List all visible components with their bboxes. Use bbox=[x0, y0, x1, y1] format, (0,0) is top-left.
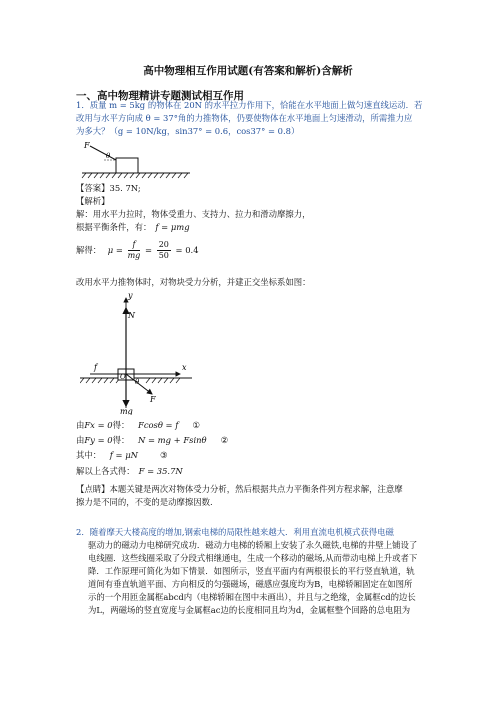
q1-eq-2: 由Fy = 0得： N = mg + Fsinθ ② bbox=[76, 435, 229, 445]
q1-line-3: 为多大？（g = 10N/kg，sin37° = 0.6，cos37° = 0.8） bbox=[76, 126, 300, 136]
q2-line-6: 示的一个用匝金属框abcd内（电梯轿厢在图中未画出），并且与之绝缘，金属框cd的边长 bbox=[88, 592, 416, 602]
fig2-label-x: x bbox=[182, 363, 187, 372]
q1-line-1: 1．质量 m = 5kg 的物体在 20N 的水平拉力作用下，恰能在水平地面上做匀速直线运动．若 bbox=[76, 100, 423, 110]
q1-figure-force-diagram bbox=[80, 290, 200, 415]
q1-eq-4: 解以上各式得： F = 35.7N bbox=[76, 466, 183, 476]
fig2-label-theta: θ bbox=[135, 378, 140, 386]
q2-line-5: 道间有垂直轨道平面、方向相反的匀强磁场，磁感应强度均为B，电梯轿厢固定在如图所 bbox=[88, 579, 413, 589]
q1-figure-block bbox=[80, 140, 200, 180]
q1-eq-3: 其中： f = μN ③ bbox=[76, 450, 168, 460]
fig2-label-y: y bbox=[128, 291, 133, 300]
q1-comment-1: 【点睛】本题关键是两次对物体受力分析，然后根据共点力平衡条件列方程求解，注意摩 bbox=[76, 484, 403, 494]
page-title: 高中物理相互作用试题(有答案和解析)含解析 bbox=[143, 65, 353, 77]
q1-analysis-1: 解：用水平力拉时，物体受重力、支持力、拉力和滑动摩擦力， bbox=[76, 209, 311, 219]
q2-line-2: 驱动力的磁动力电梯研究成功．磁动力电梯的轿厢上安装了永久磁铁,电梯的井壁上铺设了 bbox=[88, 540, 418, 550]
fig2-label-O: O bbox=[120, 373, 126, 381]
q2-line-4: 降．工作原理可简化为如下情景．如图所示，竖直平面内有两根很长的平行竖直轨道，轨 bbox=[88, 566, 415, 576]
q1-analysis-tag: 【解析】 bbox=[76, 196, 110, 206]
q1-line-2: 改用与水平方向成 θ = 37°角的力推物体，仍要使物体在水平地面上匀速滑动，所需推力应 bbox=[76, 113, 413, 123]
fig1-label-F: F bbox=[84, 141, 90, 150]
fig2-label-F: F bbox=[150, 395, 156, 404]
q2-line-7: 为L，两磁场的竖直宽度与金属框ac边的长度相同且均为d，金属框整个回路的总电阻为 bbox=[88, 605, 411, 615]
q1-answer: 【答案】35. 7N; bbox=[76, 183, 141, 193]
fig2-label-mg: mg bbox=[120, 407, 133, 415]
fig2-label-N: N bbox=[128, 311, 135, 320]
q1-comment-2: 擦力是不同的，不变的是动摩擦因数. bbox=[76, 497, 213, 507]
q1-analysis-3: 解得： μ = $\frac{f}{mg}$ = $\frac{20}{50}$ = 0.4 bbox=[76, 240, 199, 260]
q1-analysis-2: 根据平衡条件，有： f = μmg bbox=[76, 222, 190, 232]
fig1-label-theta: θ bbox=[106, 152, 111, 160]
section-heading: 一、高中物理精讲专题测试相互作用 bbox=[76, 90, 244, 102]
fig2-label-f: f bbox=[94, 363, 97, 372]
q1-analysis-4: 改用水平力推物体时，对物块受力分析，并建正交坐标系如图： bbox=[76, 277, 311, 287]
q2-line-3: 电线圈．这些线圈采取了分段式相继通电，生成一个移动的磁场,从而带动电梯上升或者下 bbox=[88, 553, 418, 563]
q2-line-1: 2．随着摩天大楼高度的增加,钢索电梯的局限性越来越大．利用直流电机模式获得电磁 bbox=[76, 527, 394, 537]
q1-eq-1: 由Fx = 0得： Fcosθ = f ① bbox=[76, 420, 200, 430]
